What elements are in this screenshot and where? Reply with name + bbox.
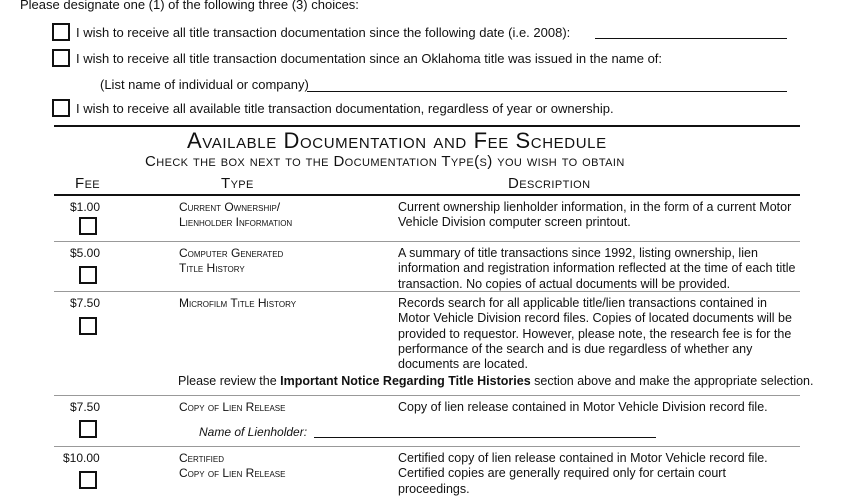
type-microfilm-history <box>179 296 296 311</box>
choice-name-checkbox[interactable] <box>52 49 70 67</box>
lienholder-input-line[interactable] <box>314 437 656 438</box>
type-line: Copy of Lien Release <box>179 400 286 414</box>
type-current-ownership <box>179 200 292 230</box>
type-line: Computer Generated <box>179 246 284 260</box>
section-divider <box>54 125 800 127</box>
checkbox-computer-history[interactable] <box>79 266 97 284</box>
row-divider <box>54 395 800 396</box>
checkbox-certified-lien-release[interactable] <box>79 471 97 489</box>
row-divider <box>54 291 800 292</box>
notice-after: section above and make the appropriate selection. <box>530 374 814 388</box>
checkbox-current-ownership[interactable] <box>79 217 97 235</box>
choice-name-sublabel: (List name of individual or company) <box>100 77 309 92</box>
fee-current-ownership: $1.00 <box>70 200 101 214</box>
notice-link-title: Important Notice Regarding Title Histories <box>280 374 531 388</box>
row-divider <box>54 241 800 242</box>
header-divider <box>54 194 800 196</box>
type-line: Microfilm Title History <box>179 296 297 310</box>
col-header-description: Description <box>508 175 591 192</box>
important-notice <box>178 374 813 388</box>
type-line: Title History <box>179 261 245 275</box>
type-certified-lien-release <box>179 451 285 481</box>
fee-certified-lien-release: $10.00 <box>63 451 100 465</box>
desc-computer-history: A summary of title transactions since 1992, listing ownership, lien information and registration information reflected at the time of each title transaction. No copies of actual documents will be provided. <box>398 246 796 291</box>
type-line: Current Ownership/ <box>179 200 281 214</box>
col-header-type: Type <box>221 175 254 192</box>
notice-before: Please review the <box>178 374 281 388</box>
fee-lien-release-copy: $7.50 <box>70 400 101 414</box>
desc-certified-lien-release: Certified copy of lien release contained in Motor Vehicle record file. Certified copies are generally required only for certain court proceedings. <box>398 451 768 496</box>
intro-text: Please designate one (1) of the following three (3) choices: <box>20 0 359 12</box>
col-header-fee: Fee <box>75 175 101 192</box>
type-line: Copy of Lien Release <box>179 466 286 480</box>
choice-date-label: I wish to receive all title transaction documentation since the following date (i.e. 2008): <box>76 25 571 40</box>
choice-date-checkbox[interactable] <box>52 23 70 41</box>
choice-all-checkbox[interactable] <box>52 99 70 117</box>
type-lien-release-copy <box>179 400 285 415</box>
checkbox-lien-release-copy[interactable] <box>79 420 97 438</box>
type-line: Lienholder Information <box>179 215 293 229</box>
choice-all-label: I wish to receive all available title transaction documentation, regardless of year or ownership. <box>76 101 614 116</box>
name-input-line[interactable] <box>307 91 787 92</box>
date-input-line[interactable] <box>595 38 787 39</box>
row-divider <box>54 446 800 447</box>
checkbox-microfilm-history[interactable] <box>79 317 97 335</box>
desc-microfilm-history: Records search for all applicable title/lien transactions contained in Motor Vehicle Division record files. Copies of located documents will be provided to requestor. However, please note, the research fee is for the performance of the search and is due regardless of whether any documents are located. <box>398 296 792 372</box>
type-computer-history <box>179 246 283 276</box>
schedule-subheading: Check the box next to the Documentation Type(s) you wish to obtain <box>145 153 625 170</box>
schedule-heading: Available Documentation and Fee Schedule <box>187 128 607 153</box>
lienholder-label: Name of Lienholder: <box>199 425 308 439</box>
type-line: Certified <box>179 451 224 465</box>
fee-computer-history: $5.00 <box>70 246 101 260</box>
choice-name-label: I wish to receive all title transaction documentation since an Oklahoma title was issued in the name of: <box>76 51 663 66</box>
desc-current-ownership: Current ownership lienholder information, in the form of a current Motor Vehicle Division computer screen printout. <box>398 200 792 230</box>
fee-microfilm-history: $7.50 <box>70 296 101 310</box>
desc-lien-release-copy: Copy of lien release contained in Motor Vehicle Division record file. <box>398 400 768 414</box>
